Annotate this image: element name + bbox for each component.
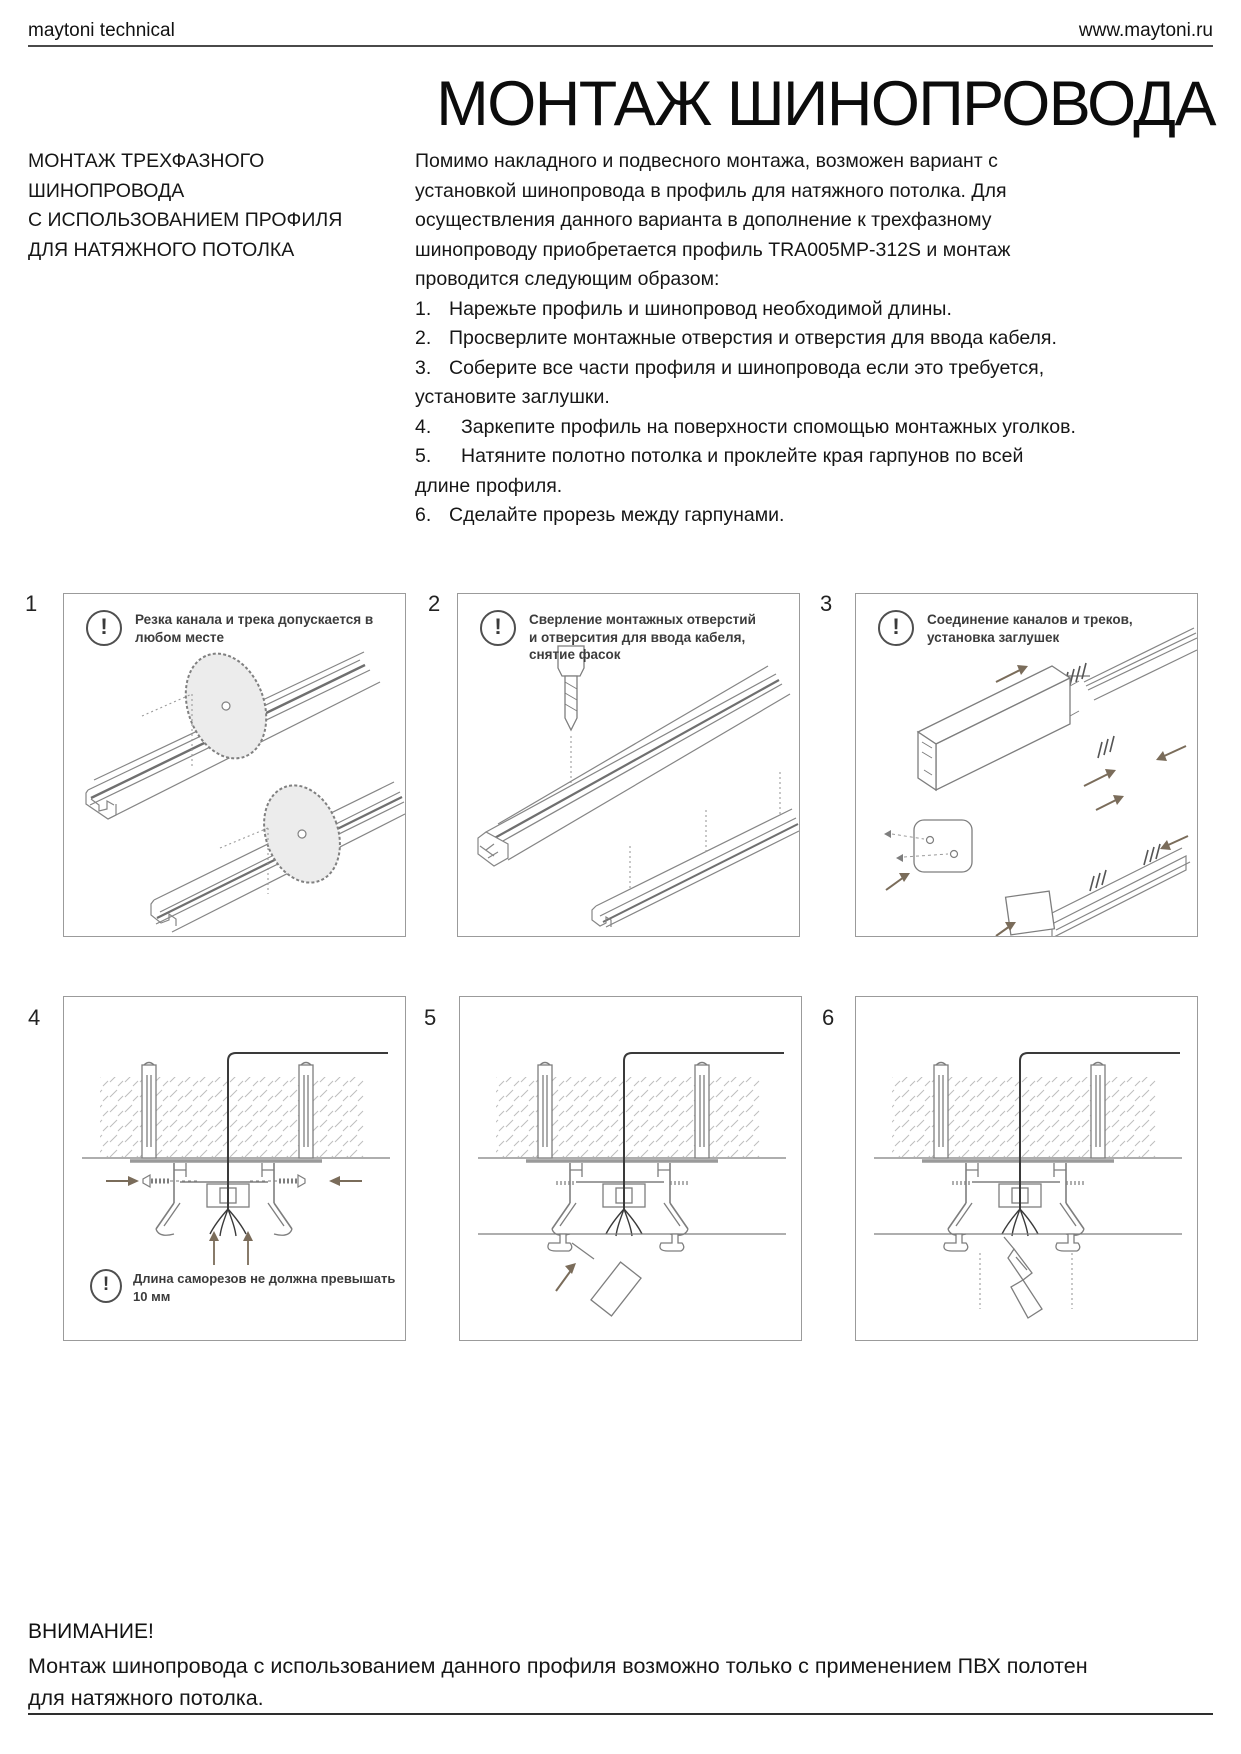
warning-text-line: Монтаж шинопровода с использованием данного профиля возможно только с применением ПВХ полотен [28, 1654, 1088, 1678]
panel-fixing [63, 996, 406, 1341]
step-number: 4. [415, 415, 432, 438]
panel-joining [855, 593, 1198, 937]
step-item [415, 413, 1080, 443]
brand-text: maytoni technical [28, 20, 175, 41]
panel-number: 6 [822, 1005, 835, 1030]
step-number: 6. [415, 504, 432, 526]
warning-title: ВНИМАНИЕ! [28, 1620, 154, 1643]
membrane-cut-diagram [856, 997, 1197, 1340]
section-heading [28, 147, 368, 265]
panel-note-text: Соединение каналов и треков, установка заглушек [927, 612, 1133, 645]
panel-number: 2 [428, 591, 441, 616]
panel-membrane-cut [855, 996, 1198, 1341]
panel-note-text: Резка канала и трека допускается в любом месте [135, 612, 374, 645]
step-text: Просверлите монтажные отверстия и отверстия для ввода кабеля. [449, 327, 1057, 349]
panel-note [90, 1269, 401, 1305]
panel-number: 4 [28, 1005, 41, 1030]
panel-number: 3 [820, 591, 833, 616]
step-item [415, 442, 1080, 501]
warning-icon: ! [90, 1269, 122, 1303]
section-heading-line: МОНТАЖ ТРЕХФАЗНОГО [28, 150, 265, 172]
section-heading-line: ШИНОПРОВОДА [28, 179, 185, 202]
warning-text-line: для натяжного потолка. [28, 1686, 264, 1710]
header-divider [28, 45, 1213, 47]
panel-note [480, 610, 761, 664]
panel-note [878, 610, 1159, 646]
warning-icon: ! [480, 610, 516, 646]
footer-divider [28, 1713, 1213, 1715]
panel-note-text: Сверление монтажных отверстий и отверсития для ввода кабеля, снятие фасок [529, 612, 756, 662]
step-item [415, 501, 1080, 531]
step-text: Заркепите профиль на поверхности спомощью монтажных уголков. [461, 415, 1076, 438]
step-number: 5. [415, 445, 432, 467]
panel-note [86, 610, 380, 646]
intro-paragraph: Помимо накладного и подвесного монтажа, возможен вариант с установкой шинопровода в профиль для натяжного потолка. Для осуществления данного варианта в дополнение к трехфазному шинопроводу приобретается профиль TRA005MP-312S и монтаж проводится следующим образом: [415, 150, 1011, 290]
step-number: 3. [415, 356, 432, 379]
panel-number: 1 [25, 591, 38, 616]
step-number: 2. [415, 327, 432, 349]
step-text: Соберите все части профиля и шинопровода если это требуется, установите заглушки. [415, 356, 1045, 408]
panel-note-text: Длина саморезов не должна превышать 10 мм [133, 1271, 396, 1304]
panel-gluing [459, 996, 802, 1341]
gluing-diagram [460, 997, 801, 1340]
warning-icon: ! [86, 610, 122, 646]
step-text: Сделайте прорезь между гарпунами. [449, 504, 785, 526]
step-item [415, 295, 1080, 325]
intro-column [415, 147, 1080, 531]
warning-text [28, 1650, 1113, 1714]
warning-icon: ! [878, 610, 914, 646]
section-heading-line: С ИСПОЛЬЗОВАНИЕМ ПРОФИЛЯ [28, 209, 343, 231]
panel-cutting [63, 593, 406, 937]
panel-number: 5 [424, 1005, 437, 1030]
step-item [415, 354, 1080, 413]
step-item [415, 324, 1080, 354]
website-url: www.maytoni.ru [1078, 20, 1213, 41]
step-text: Нарежьте профиль и шинопровод необходимой длины. [449, 297, 952, 320]
page-title: МОНТАЖ ШИНОПРОВОДА [436, 69, 1215, 139]
section-heading-line: ДЛЯ НАТЯЖНОГО ПОТОЛКА [28, 238, 295, 261]
panel-drilling [457, 593, 800, 937]
step-number: 1. [415, 297, 432, 320]
step-text: Натяните полотно потолка и проклейте края гарпунов по всей длине профиля. [415, 445, 1024, 497]
